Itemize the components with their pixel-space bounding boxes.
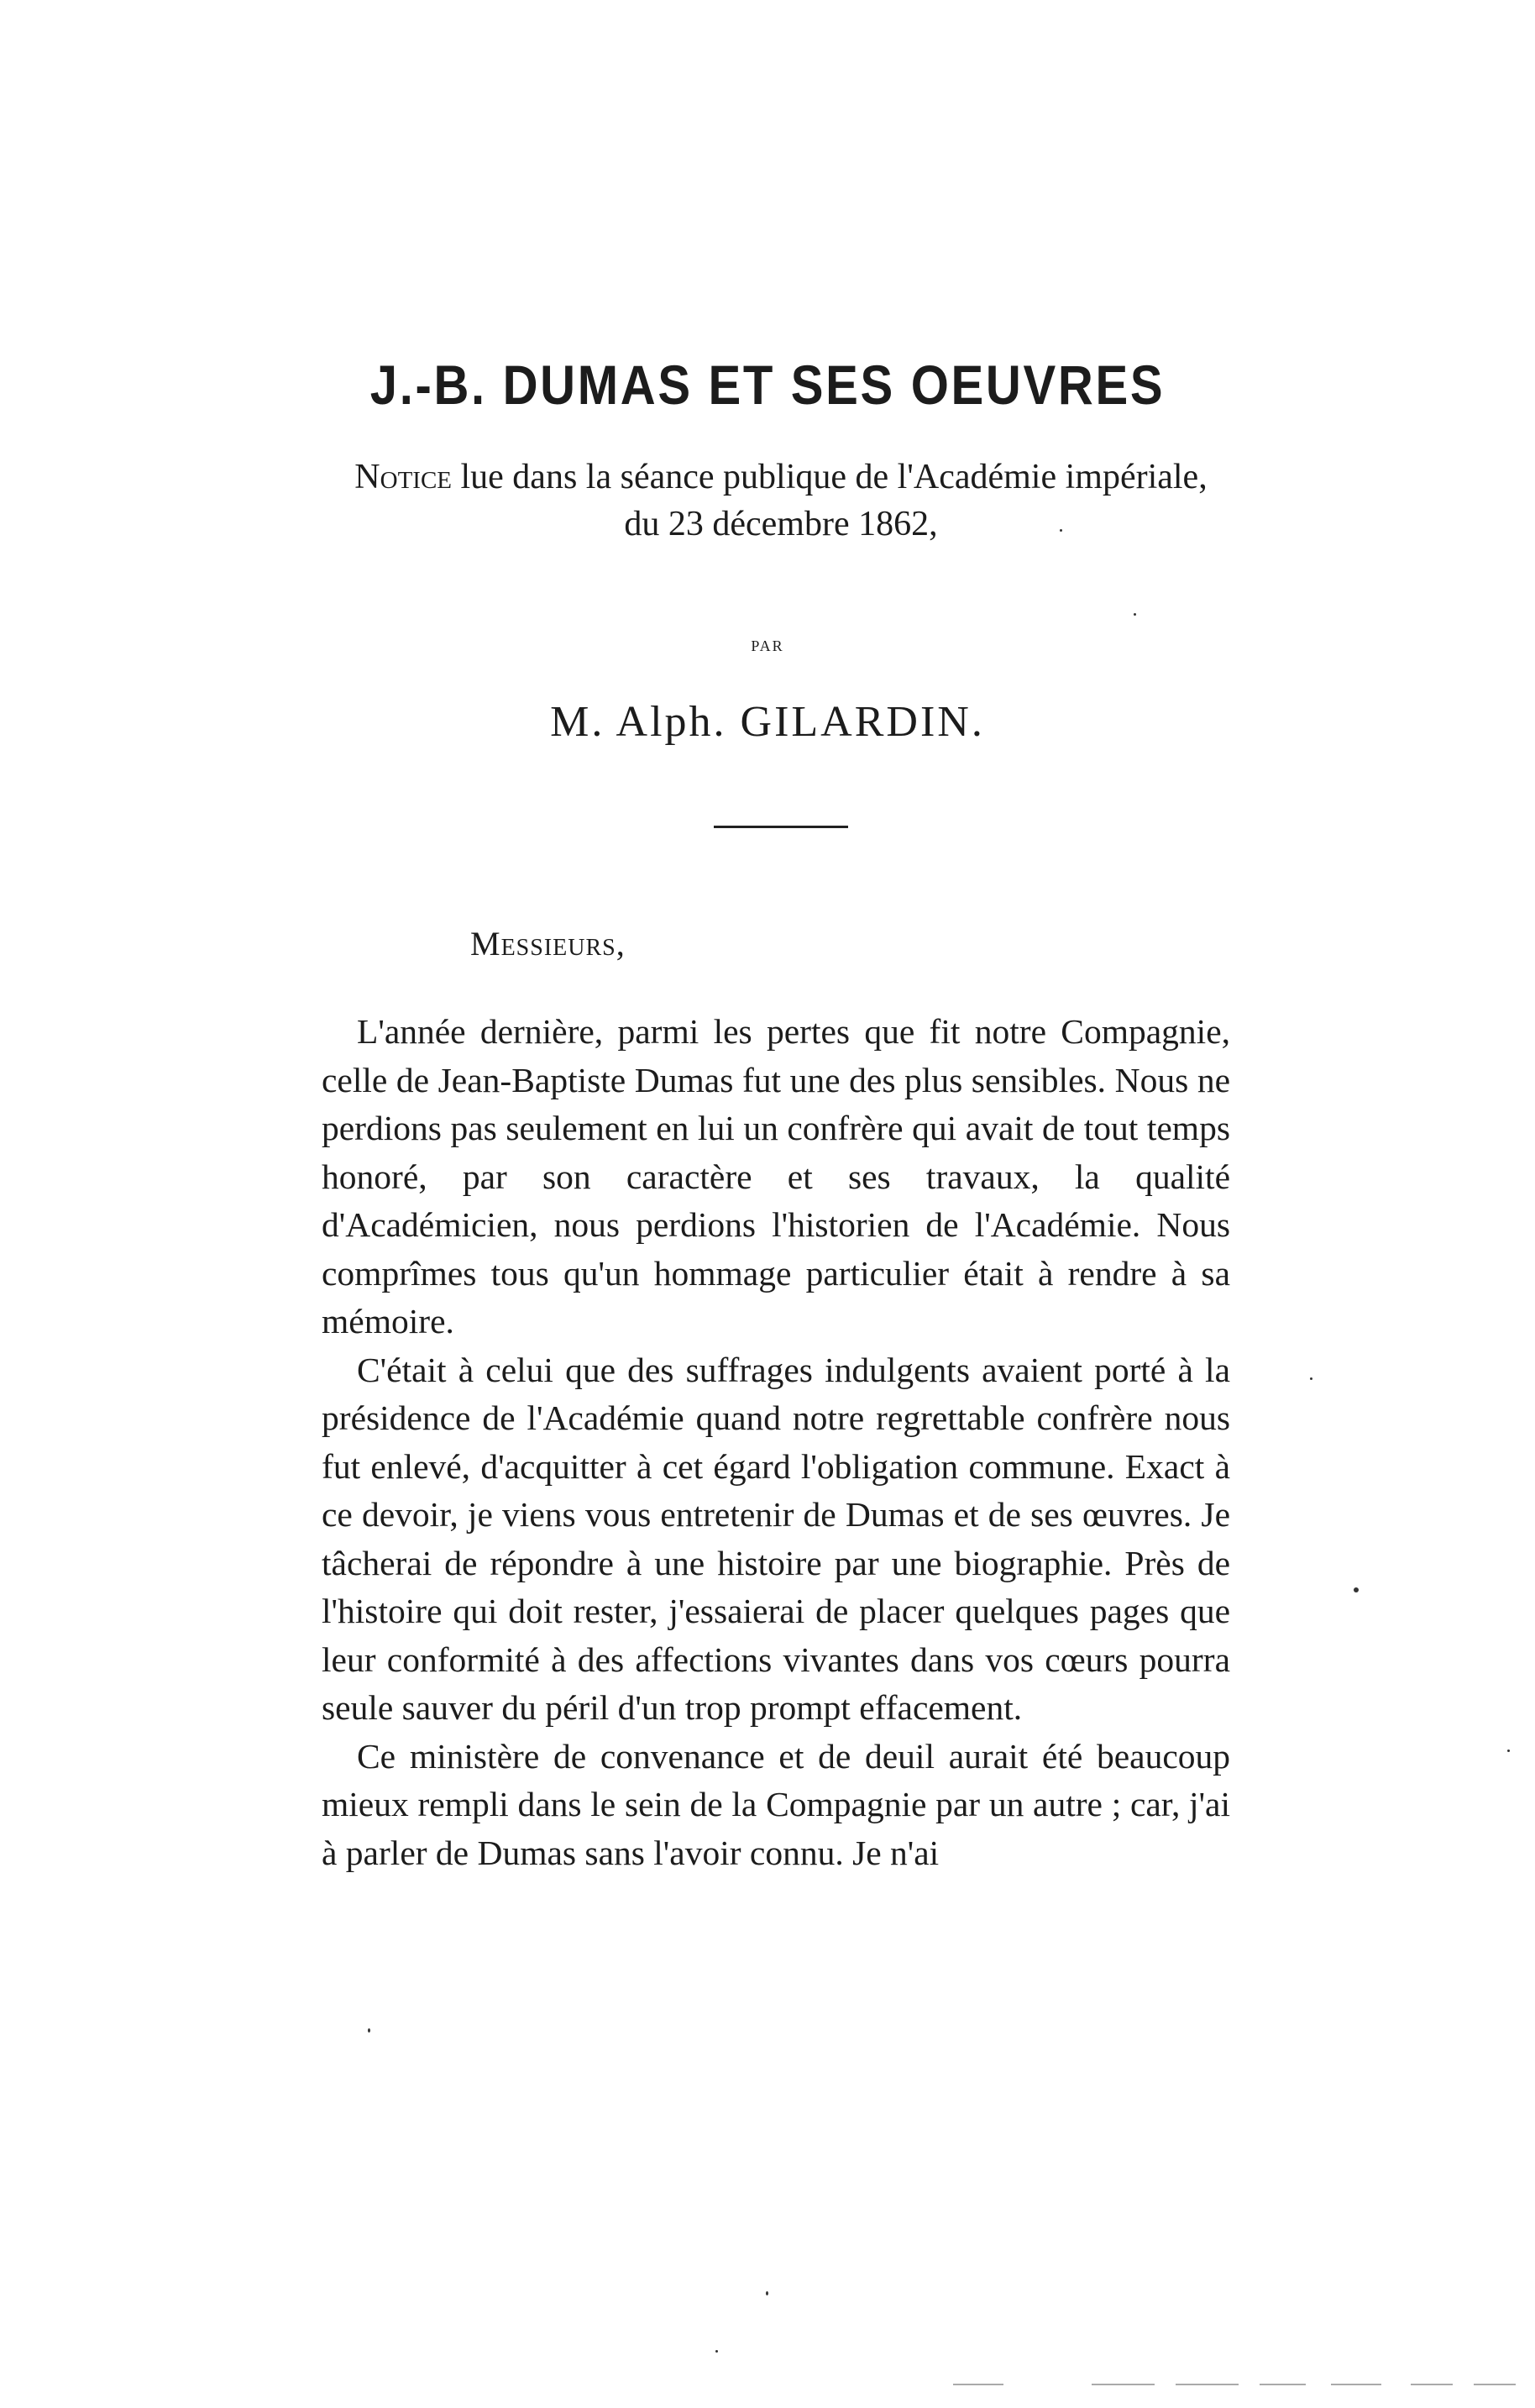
paragraph-1: L'année dernière, parmi les pertes que fit notre Compagnie, celle de Jean-Baptiste Dumas fut une des plus sensibles. Nous ne perdions pas seulement en lui un confrère qui avait de tout temps honoré, par son caractère et ses travaux, la qualité d'Académicien, nous perdions l'historien de l'Académie. Nous comprîmes tous qu'un hommage particulier était à rendre à sa mémoire.: [322, 1012, 1230, 1340]
scan-speck: [1310, 1377, 1312, 1380]
subtitle: [319, 454, 1243, 548]
byline-par: par: [751, 632, 784, 656]
page-title: J.-B. DUMAS ET SES OEUVRES: [369, 354, 1166, 416]
footer-rule: [953, 2384, 1003, 2385]
footer-rule: [1331, 2384, 1381, 2385]
scan-speck: [1060, 529, 1062, 532]
salutation: Messieurs,: [470, 925, 626, 963]
subtitle-rest: lue dans la séance publique de l'Académie impériale,: [452, 458, 1208, 496]
author-name: M. Alph. GILARDIN.: [550, 698, 985, 746]
subtitle-date: du 23 décembre 1862,: [624, 505, 938, 543]
scan-speck: [1507, 1750, 1510, 1752]
footer-rule: [1092, 2384, 1155, 2385]
scan-speck: [766, 2291, 768, 2295]
footer-rule: [1474, 2384, 1516, 2385]
scan-speck: [1354, 1587, 1359, 1592]
body-text: [322, 1008, 1230, 1877]
scan-speck: [715, 2350, 718, 2353]
scan-speck: [1134, 613, 1136, 616]
footer-rule: [1260, 2384, 1306, 2385]
footer-rule: [1411, 2384, 1453, 2385]
divider-rule: [714, 826, 848, 828]
footer-rule: [1176, 2384, 1239, 2385]
subtitle-lead: Notice: [354, 458, 452, 496]
paragraph-2: C'était à celui que des suffrages indulgents avaient porté à la présidence de l'Académie quand notre regrettable confrère nous fut enlevé, d'acquitter à cet égard l'obligation commune. Exact à ce devoir, je viens vous entretenir de Dumas et de ses œuvres. Je tâcherai de répondre à une histoire par une biographie. Près de l'histoire qui doit rester, j'essaierai de placer quelques pages que leur conformité à des affections vivantes dans vos cœurs pourra seule sauver du péril d'un trop prompt effacement.: [322, 1350, 1230, 1727]
scan-speck: [368, 2028, 370, 2033]
paragraph-3: Ce ministère de convenance et de deuil aurait été beaucoup mieux rempli dans le sein de la Compagnie par un autre ; car, j'ai à parler de Dumas sans l'avoir connu. Je n'ai: [322, 1736, 1230, 1872]
